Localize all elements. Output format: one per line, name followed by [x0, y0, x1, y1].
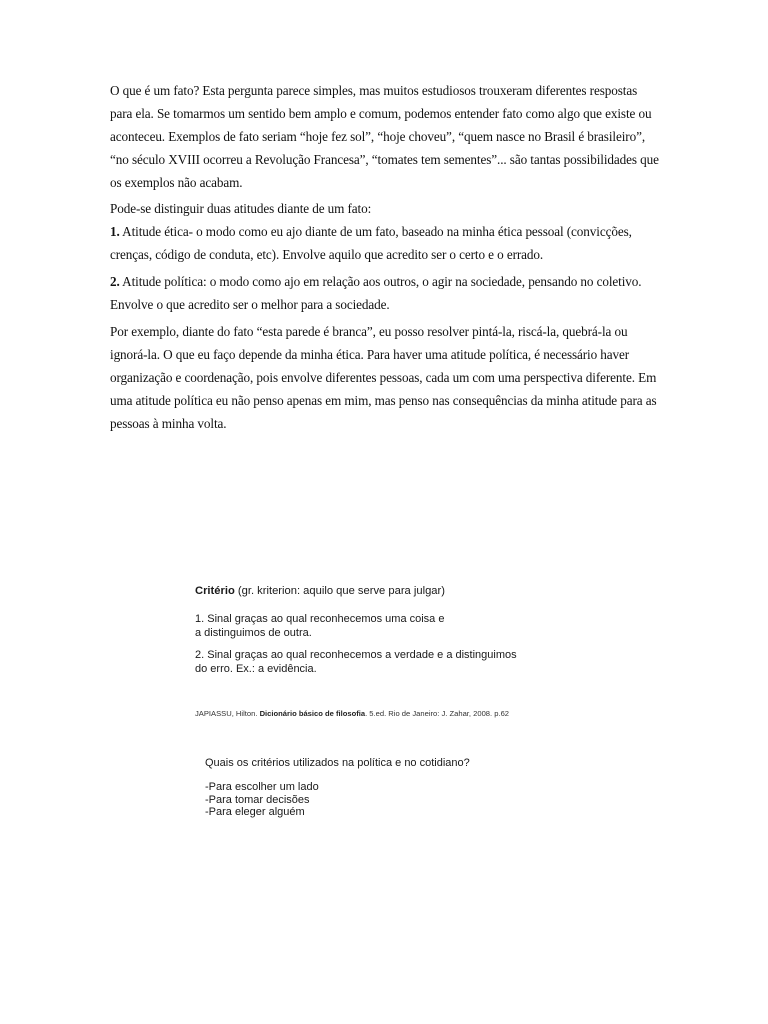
etica-line-2: crenças, código de conduta, etc). Envolve aquilo que acredito ser o certo e o errado. — [110, 247, 544, 262]
definition-line: a distinguimos de outra. — [195, 627, 312, 639]
citation — [195, 709, 509, 718]
criterio-term: Critério — [195, 585, 235, 597]
intro-line: os exemplos não acabam. — [110, 175, 243, 190]
intro-paragraph — [110, 79, 670, 194]
definition-line: 2. Sinal graças ao qual reconhecemos a verdade e a distinguimos — [195, 649, 517, 661]
intro-line: “no século XVIII ocorreu a Revolução Francesa”, “tomates tem sementes”... são tantas possibilidades que — [110, 152, 659, 167]
question-text: Quais os critérios utilizados na política e no cotidiano? — [205, 757, 470, 769]
criteria-list — [205, 781, 319, 819]
example-line: uma atitude política eu não penso apenas em mim, mas penso nas consequências da minha atitude para as — [110, 393, 657, 408]
intro-line: aconteceu. Exemplos de fato seriam “hoje fez sol”, “hoje choveu”, “quem nasce no Brasil é brasileiro”, — [110, 129, 646, 144]
criterio-definition-2 — [195, 648, 535, 676]
example-paragraph — [110, 320, 670, 435]
example-line: Por exemplo, diante do fato “esta parede é branca”, eu posso resolver pintá-la, riscá-la, quebrá-la ou — [110, 324, 628, 339]
citation-author: JAPIASSU, Hilton. — [195, 709, 260, 718]
politica-line-2: Envolve o que acredito ser o melhor para a sociedade. — [110, 297, 390, 312]
attitudes-paragraph — [110, 197, 670, 266]
politica-line — [110, 270, 670, 293]
etica-text: Atitude ética- o modo como eu ajo diante de um fato, baseado na minha ética pessoal (convicções, — [119, 224, 632, 239]
example-line: ignorá-la. O que eu faço depende da minha ética. Para haver uma atitude política, é necessário haver — [110, 347, 630, 362]
attitudes-lead: Pode-se distinguir duas atitudes diante de um fato: — [110, 201, 372, 216]
definition-line: do erro. Ex.: a evidência. — [195, 663, 317, 675]
intro-line: para ela. Se tomarmos um sentido bem amplo e comum, podemos entender fato como algo que existe ou — [110, 106, 652, 121]
list-item: -Para eleger alguém — [205, 806, 305, 818]
citation-details: . 5.ed. Rio de Janeiro: J. Zahar, 2008. p.62 — [365, 709, 510, 718]
example-line: organização e coordenação, pois envolve diferentes pessoas, cada um com uma perspectiva diferente. Em — [110, 370, 657, 385]
etica-number: 1. — [110, 224, 120, 239]
etica-line — [110, 220, 670, 243]
criterio-etymology: (gr. kriterion: aquilo que serve para julgar) — [234, 585, 445, 597]
definition-line: 1. Sinal graças ao qual reconhecemos uma coisa e — [195, 613, 445, 625]
intro-line: O que é um fato? Esta pergunta parece simples, mas muitos estudiosos trouxeram diferentes respostas — [110, 83, 638, 98]
politica-paragraph — [110, 270, 670, 316]
example-line: pessoas à minha volta. — [110, 416, 227, 431]
politica-number: 2. — [110, 274, 120, 289]
list-item: -Para tomar decisões — [205, 793, 310, 806]
politica-text: Atitude política: o modo como ajo em relação aos outros, o agir na sociedade, pensando no coletivo. — [119, 274, 642, 289]
citation-title: Dicionário básico de filosofia — [259, 709, 366, 718]
criterio-heading — [195, 585, 445, 597]
list-item: -Para escolher um lado — [205, 781, 319, 793]
criterio-definition-1 — [195, 612, 535, 640]
